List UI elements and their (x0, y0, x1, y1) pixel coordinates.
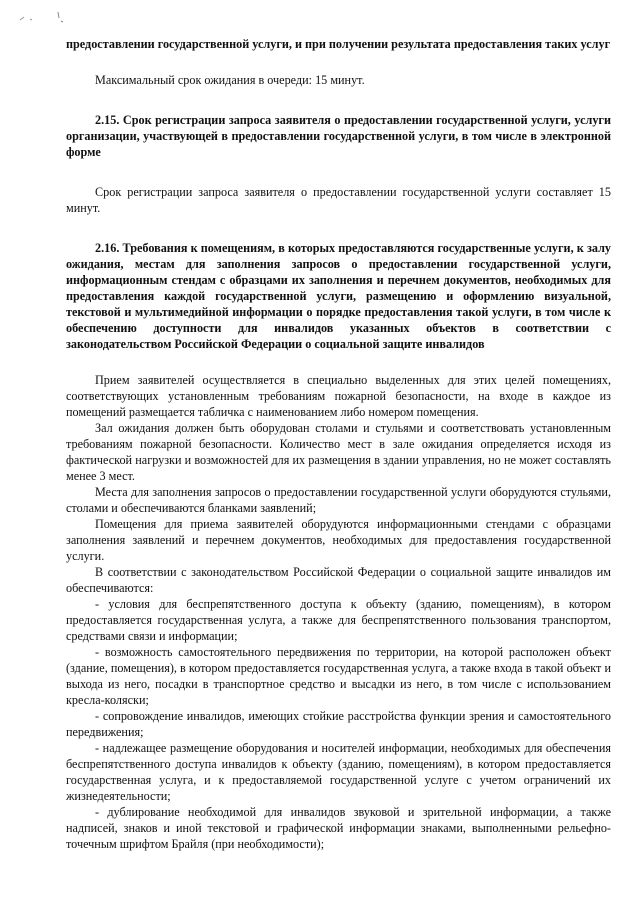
paragraph-filling-places: Места для заполнения запросов о предоставлении государственной услуги оборудуются стульями, столами и обеспечиваются бланками заявлений; (66, 485, 611, 515)
list-item-braille-duplication: - дублирование необходимой для инвалидов звуковой и зрительной информации, а также надписей, знаков и иной текстовой и графической информации знаками, выполненными рельефно-точечным шрифтом Брайля (при необходимости); (66, 805, 611, 851)
list-item-equipment-placement: - надлежащее размещение оборудования и носителей информации, необходимых для обеспечения беспрепятственного доступа инвалидов к объекту (зданию, помещениям), в котором предоставляется государственная услуга, и к предоставляемой государственной услуге с учетом ограничений их жизнедеятельности; (66, 741, 611, 803)
list-item-access-conditions: - условия для беспрепятственного доступа к объекту (зданию, помещениям), в котором предоставляется государственная услуга, а также для беспрепятственного пользования транспортом, средствами связи и информации; (66, 597, 611, 643)
paragraph-reception-premises: Прием заявителей осуществляется в специально выделенных для этих целей помещениях, соответствующих установленным требованиям пожарной безопасности, на входе в каждое из помещений размещается табличка с наименованием либо номером помещения. (66, 373, 611, 419)
intro-heading: предоставлении государственной услуги, и при получении результата предоставления таких услуг (66, 37, 611, 51)
max-wait-text: Максимальный срок ожидания в очереди: 15 минут. (95, 73, 365, 87)
section-2-15-heading: 2.15. Срок регистрации запроса заявителя о предоставлении государственной услуги, услуги организации, участвующей в предоставлении государственной услуги, в том числе в электронной форме (66, 113, 611, 159)
scan-artifact-marks (14, 8, 74, 26)
section-2-16-heading: 2.16. Требования к помещениям, в которых предоставляются государственные услуги, к залу ожидания, местам для заполнения запросов о предоставлении государственной услуги, информационным стендам с образцами их заполнения и перечнем документов, необходимых для предоставления каждой государственной услуги, размещению и оформлению визуальной, текстовой и мультимедийной информации о порядке предоставления такой услуги, в том числе к обеспечению доступности для инвалидов указанных объектов в соответствии с законодательством Российской Федерации о социальной защите инвалидов (66, 241, 611, 351)
paragraph-waiting-hall: Зал ожидания должен быть оборудован столами и стульями и соответствовать установленным требованиям пожарной безопасности. Количество мест в зале ожидания определяется исходя из фактической нагрузки и возможностей для их размещения в здании управления, но не может составлять менее 3 мест. (66, 421, 611, 483)
section-2-15-text: Срок регистрации запроса заявителя о предоставлении государственной услуги составляет 15 минут. (66, 185, 611, 215)
paragraph-info-stands: Помещения для приема заявителей оборудуются информационными стендами с образцами заполнения заявлений и перечнем документов, необходимых для предоставления государственной услуги. (66, 517, 611, 563)
list-item-independent-movement: - возможность самостоятельного передвижения по территории, на которой расположен объект (здание, помещения), в котором предоставляется государственная услуга, а также входа в такой объект и выхода из него, посадки в транспортное средство и высадки из него, в том числе с использованием кресла-коляски; (66, 645, 611, 707)
list-item-accompaniment: - сопровождение инвалидов, имеющих стойкие расстройства функции зрения и самостоятельного передвижения; (66, 709, 611, 739)
document-page (66, 36, 611, 852)
paragraph-disability-law: В соответствии с законодательством Российской Федерации о социальной защите инвалидов им обеспечиваются: (66, 565, 611, 595)
